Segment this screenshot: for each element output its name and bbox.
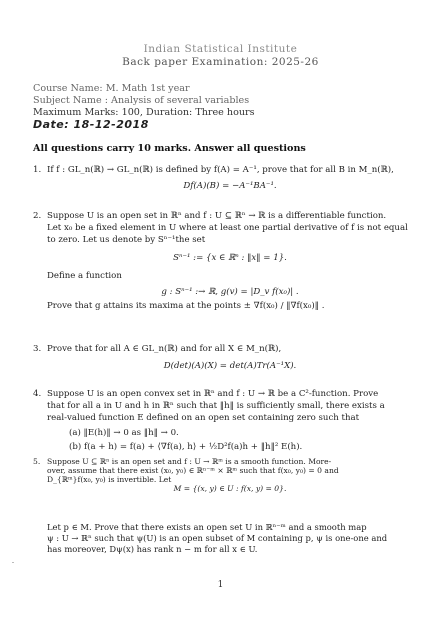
question-text: that for all a in U and h in ℝⁿ such that ‖h‖ is sufficiently small, there exists a [47,401,385,411]
question-5-continued [33,522,413,555]
question-text: Suppose U is an open convex set in ℝⁿ and f : U → ℝ be a C²-function. Prove [47,389,379,399]
question-5 [33,457,413,493]
question-text: Define a function [47,271,122,281]
question-text: real-valued function E defined on an open set containing zero such that [47,413,360,423]
sub-question-b: (b) f(a + h) = f(a) + ⟨∇f(a), h⟩ + ½D²f(a)h + ‖h‖² E(h). [69,442,303,452]
instructions: All questions carry 10 marks. Answer all questions [33,143,306,154]
question-2 [33,210,413,312]
question-equation: Sⁿ⁻¹ := {x ∈ ℝⁿ : ‖x‖ = 1}. [173,253,287,263]
question-number: 5. [33,457,41,466]
question-text: Suppose U ⊆ ℝⁿ is an open set and f : U → ℝᵐ is a smooth function. More- [47,457,332,466]
max-marks: Maximum Marks: 100, Duration: Three hours [33,107,255,118]
question-1 [33,164,413,192]
question-text: has moreover, Dψ(x) has rank n − m for all x ∈ U. [47,544,258,554]
question-number: 4. [33,389,42,399]
question-text: Let x₀ be a fixed element in U where at least one partial derivative of f is not equal [47,223,408,233]
question-3 [33,343,413,372]
question-number: 2. [33,211,42,221]
question-text: Let p ∈ M. Prove that there exists an open set U in ℝⁿ⁻ᵐ and a smooth map [47,522,367,532]
institute-name: Indian Statistical Institute [143,43,298,55]
question-text: Suppose U is an open set in ℝⁿ and f : U ⊆ ℝⁿ → ℝ is a differentiable function. [47,211,387,221]
question-4 [33,388,413,453]
question-text: ψ : U → ℝⁿ such that ψ(U) is an open subset of M containing p, ψ is one-one and [47,533,388,543]
question-text: to zero. Let us denote by Sⁿ⁻¹the set [47,235,206,245]
question-text: D_{ℝᵐ}f(x₀, y₀) is invertible. Let [47,475,172,484]
question-number: 1. [33,165,42,175]
question-equation: M = {(x, y) ∈ U : f(x, y) = 0}. [173,484,287,493]
handwritten-date: Date: 18-12-2018 [33,118,149,131]
question-text: Prove that for all A ∈ GL_n(ℝ) and for all X ∈ M_n(ℝ), [47,344,282,354]
question-text: If f : GL_n(ℝ) → GL_n(ℝ) is defined by f(A) = A⁻¹, prove that for all B in M_n(ℝ), [47,165,394,175]
scan-speck [12,562,14,563]
page-number: 1 [217,580,224,590]
subject-name: Subject Name : Analysis of several variables [33,95,250,106]
question-equation: Df(A)(B) = −A⁻¹BA⁻¹. [183,181,277,191]
sub-question-a: (a) ‖E(h)‖ → 0 as ‖h‖ → 0. [69,428,179,438]
question-equation: g : Sⁿ⁻¹ :→ ℝ, g(v) = |D_v f(x₀)| . [161,287,299,297]
exam-title: Back paper Examination: 2025-26 [122,56,319,68]
question-text: over, assume that there exist (x₀, y₀) ∈ ℝⁿ⁻ᵐ × ℝᵐ such that f(x₀, y₀) = 0 and [47,466,339,475]
question-equation: D(det)(A)(X) = det(A)Tr(A⁻¹X). [163,361,297,371]
question-text: Prove that g attains its maxima at the points ± ∇f(x₀) / ‖∇f(x₀)‖ . [47,301,325,311]
question-number: 3. [33,344,42,354]
course-name: Course Name: M. Math 1st year [33,83,190,94]
